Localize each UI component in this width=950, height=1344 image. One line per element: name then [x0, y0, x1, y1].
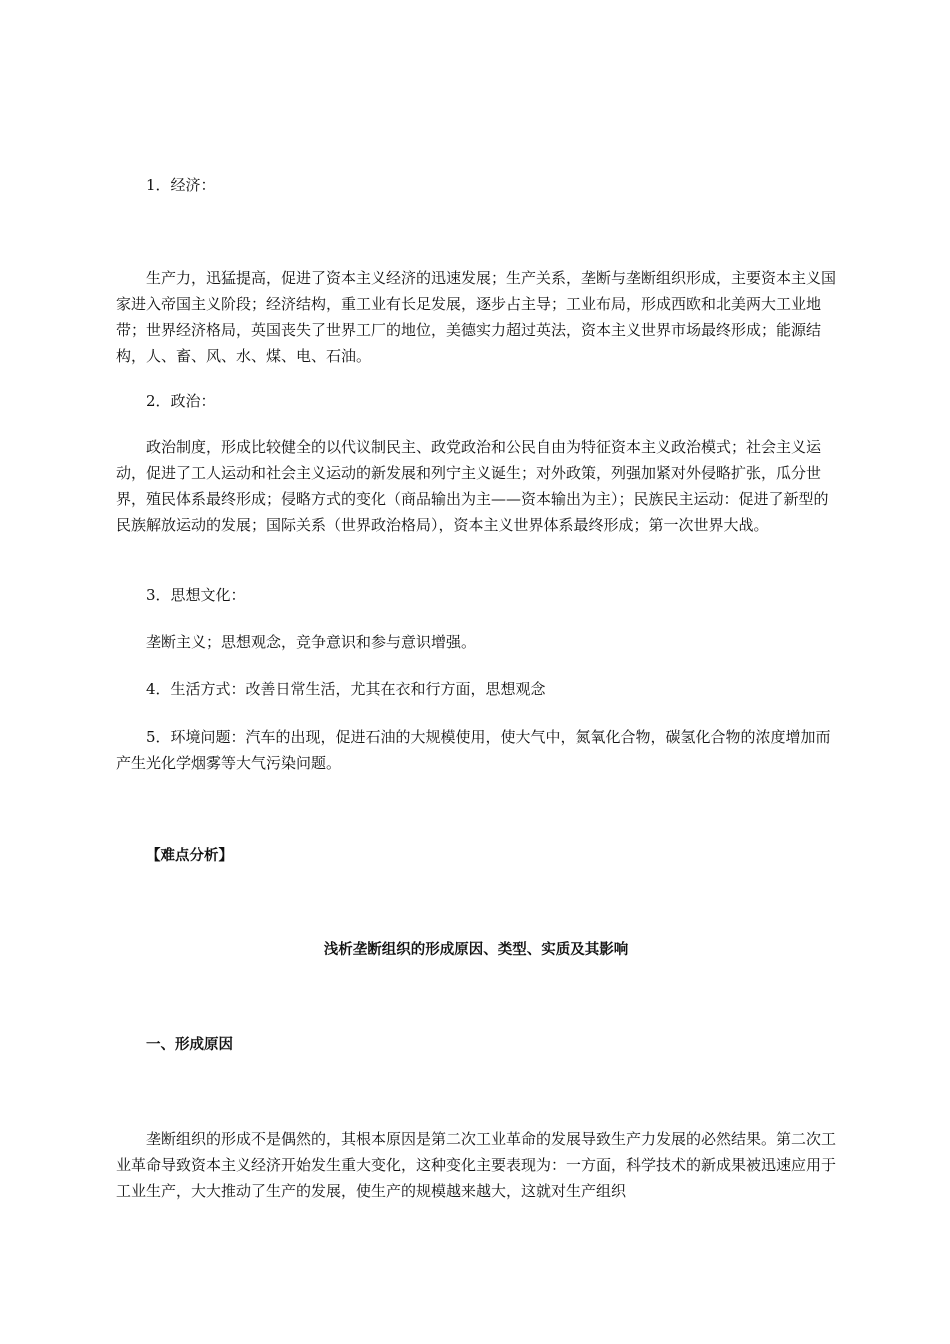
environment-paragraph: 5．环境问题：汽车的出现，促进石油的大规模使用，使大气中，氮氧化合物，碳氢化合物的浓度增加而产生光化学烟雾等大气污染问题。 — [116, 728, 831, 772]
section-title: 【难点分析】 — [146, 848, 233, 864]
causes-paragraph: 垄断组织的形成不是偶然的，其根本原因是第二次工业革命的发展导致生产力发展的必然结果。第二次工业革命导致资本主义经济开始发生重大变化，这种变化主要表现为：一方面，科学技术的新成果被迅速应用于工业生产，大大推动了生产的发展，使生产的规模越来越大，这就对生产组织 — [116, 1130, 837, 1200]
article-title: 浅析垄断组织的形成原因、类型、实质及其影响 — [323, 942, 629, 958]
economy-paragraph: 生产力，迅猛提高，促进了资本主义经济的迅速发展；生产关系，垄断与垄断组织形成，主要资本主义国家进入帝国主义阶段；经济结构，重工业有长足发展，逐步占主导；工业布局，形成西欧和北美两大工业地带；世界经济格局，英国丧失了世界工厂的地位，美德实力超过英法，资本主义世界市场最终形成；能源结构，人、畜、风、水、煤、电、石油。 — [116, 269, 837, 365]
economy-heading: 1．经济： — [146, 176, 216, 194]
politics-heading: 2．政治： — [146, 392, 216, 410]
politics-paragraph: 政治制度，形成比较健全的以代议制民主、政党政治和公民自由为特征资本主义政治模式；社会主义运动，促进了工人运动和社会主义运动的新发展和列宁主义诞生；对外政策，列强加紧对外侵略扩张，瓜分世界，殖民体系最终形成；侵略方式的变化（商品输出为主——资本输出为主）；民族民主运动：促进了新型的民族解放运动的发展；国际关系（世界政治格局），资本主义世界体系最终形成；第一次世界大战。 — [116, 438, 829, 534]
culture-heading: 3．思想文化： — [146, 586, 246, 604]
lifestyle-paragraph: 4．生活方式：改善日常生活，尤其在衣和行方面，思想观念 — [146, 680, 546, 698]
subsection-title: 一、形成原因 — [146, 1037, 233, 1053]
culture-paragraph: 垄断主义；思想观念，竞争意识和参与意识增强。 — [146, 633, 477, 651]
